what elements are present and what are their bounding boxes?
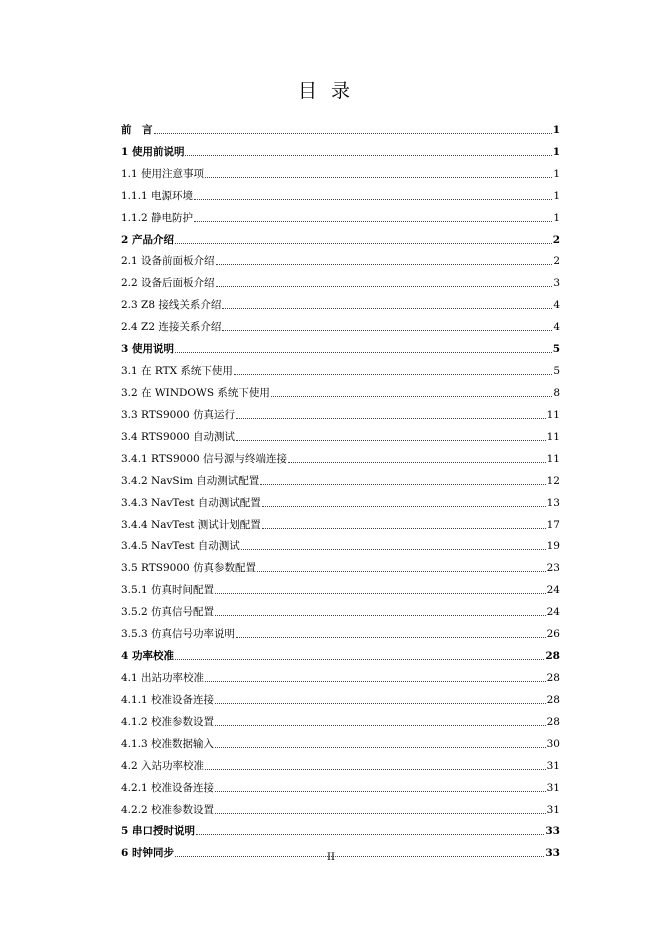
toc-entry[interactable]: [121, 574, 560, 596]
toc-entry[interactable]: [121, 158, 560, 180]
toc-entry-page: 11: [546, 430, 560, 443]
toc-entry[interactable]: [121, 750, 560, 772]
toc-entry-label: 3.4.4 NavTest 测试计划配置: [121, 518, 261, 531]
toc-entry[interactable]: [121, 728, 560, 750]
toc-leader-dots: [215, 790, 546, 792]
toc-entry-page: 5: [552, 343, 560, 356]
toc-entry-label: 1.1.1 电源环境: [121, 189, 194, 202]
toc-entry[interactable]: [121, 246, 560, 268]
toc-entry-page: 33: [545, 847, 560, 860]
toc-entry-page: 19: [546, 540, 560, 553]
toc-entry-label: 3.2 在 WINDOWS 系统下使用: [121, 386, 270, 399]
toc-entry-page: 5: [553, 365, 560, 378]
toc-entry[interactable]: [121, 816, 560, 838]
toc-entry-label: 3 使用说明: [121, 343, 174, 356]
toc-entry-label: 4.1.3 校准数据输入: [121, 737, 215, 750]
toc-leader-dots: [175, 242, 552, 244]
toc-entry-page: 28: [546, 671, 560, 684]
toc-entry-label: 1.1.2 静电防护: [121, 211, 194, 224]
toc-entry-page: 1: [553, 167, 560, 180]
toc-entry[interactable]: [121, 311, 560, 333]
toc-entry-page: 11: [546, 408, 560, 421]
toc-entry[interactable]: [121, 136, 560, 158]
toc-entry-page: 2: [553, 255, 560, 268]
toc-entry-page: 31: [546, 781, 560, 794]
toc-entry-page: 26: [546, 628, 560, 641]
toc-entry[interactable]: [121, 465, 560, 487]
toc-entry-page: 28: [546, 693, 560, 706]
toc-entry-page: 1: [553, 211, 560, 224]
toc-entry-page: 31: [546, 759, 560, 772]
toc-entry-page: 28: [546, 715, 560, 728]
toc-entry[interactable]: [121, 552, 560, 574]
toc-leader-dots: [215, 614, 546, 616]
toc-entry-label: 1.1 使用注意事项: [121, 167, 205, 180]
toc-entry[interactable]: [121, 267, 560, 289]
toc-entry[interactable]: [121, 596, 560, 618]
toc-leader-dots: [216, 263, 553, 265]
toc-entry[interactable]: [121, 531, 560, 553]
toc-entry-label: 3.5.1 仿真时间配置: [121, 584, 215, 597]
toc-entry-page: 8: [553, 386, 560, 399]
toc-entry-label: 6 时钟同步: [121, 847, 174, 860]
toc-entry[interactable]: [121, 333, 560, 355]
toc-entry-label: 3.4.3 NavTest 自动测试配置: [121, 496, 261, 509]
toc-leader-dots: [271, 395, 552, 397]
toc-entry-label: 5 串口授时说明: [121, 825, 195, 838]
toc-entry-label: 4.2 入站功率校准: [121, 759, 205, 772]
toc-entry-page: 24: [546, 606, 560, 619]
toc-entry-label: 3.4 RTS9000 自动测试: [121, 430, 236, 443]
toc-entry[interactable]: [121, 794, 560, 816]
toc-entry-label: 2.1 设备前面板介绍: [121, 255, 215, 268]
toc-entry-label: 4.1 出站功率校准: [121, 671, 205, 684]
toc-entry-page: 2: [552, 233, 560, 246]
toc-entry-label: 1 使用前说明: [121, 145, 185, 158]
toc-entry-label: 2.3 Z8 接线关系介绍: [121, 299, 222, 312]
toc-entry-label: 3.5.2 仿真信号配置: [121, 606, 215, 619]
toc-entry-label: 3.5 RTS9000 仿真参数配置: [121, 562, 257, 575]
toc-leader-dots: [215, 702, 546, 704]
toc-entry[interactable]: [121, 202, 560, 224]
toc-entry-label: 3.4.5 NavTest 自动测试: [121, 540, 240, 553]
toc-entry-page: 4: [553, 299, 560, 312]
toc-leader-dots: [222, 307, 552, 309]
toc-entry-label: 3.4.1 RTS9000 信号源与终端连接: [121, 452, 288, 465]
toc-leader-dots: [236, 439, 546, 441]
toc-entry-label: 4 功率校准: [121, 650, 174, 663]
toc-entry-label: 3.4.2 NavSim 自动测试配置: [121, 474, 260, 487]
toc-leader-dots: [196, 833, 544, 835]
toc-entry-label: 4.2.2 校准参数设置: [121, 803, 215, 816]
toc-entry-label: 3.3 RTS9000 仿真运行: [121, 408, 236, 421]
toc-leader-dots: [205, 680, 546, 682]
toc-entry[interactable]: [121, 289, 560, 311]
toc-leader-dots: [175, 658, 544, 660]
toc-leader-dots: [185, 154, 551, 156]
toc-leader-dots: [260, 483, 545, 485]
toc-entry-page: 28: [545, 650, 560, 663]
toc-entry[interactable]: [121, 443, 560, 465]
toc-leader-dots: [257, 570, 546, 572]
toc-entry-label: 2.2 设备后面板介绍: [121, 277, 215, 290]
toc-entry[interactable]: [121, 355, 560, 377]
toc-leader-dots: [236, 417, 546, 419]
toc-leader-dots: [215, 592, 546, 594]
toc-leader-dots: [288, 461, 546, 463]
page-number: II: [327, 852, 335, 863]
toc-entry[interactable]: [121, 772, 560, 794]
toc-entry[interactable]: [121, 487, 560, 509]
toc-entry-page: 33: [545, 825, 560, 838]
toc-entry-page: 13: [546, 496, 560, 509]
toc-leader-dots: [194, 198, 552, 200]
toc-entry-page: 31: [546, 803, 560, 816]
toc-entry[interactable]: [121, 180, 560, 202]
toc-leader-dots: [216, 285, 553, 287]
toc-entry-label: 3.1 在 RTX 系统下使用: [121, 365, 233, 378]
toc-leader-dots: [262, 505, 546, 507]
toc-entry-label: 4.1.1 校准设备连接: [121, 693, 215, 706]
toc-leader-dots: [205, 768, 546, 770]
page-title: 目录: [297, 80, 364, 102]
table-of-contents: [121, 114, 560, 859]
toc-entry-page: 17: [546, 518, 560, 531]
toc-entry-page: 24: [546, 584, 560, 597]
toc-entry-page: 11: [546, 452, 560, 465]
toc-entry[interactable]: [121, 224, 560, 246]
toc-entry-label: 2 产品介绍: [121, 233, 174, 246]
toc-entry[interactable]: [121, 684, 560, 706]
toc-leader-dots: [234, 373, 552, 375]
toc-leader-dots: [262, 527, 546, 529]
toc-entry[interactable]: [121, 421, 560, 443]
toc-entry-page: 12: [546, 474, 560, 487]
toc-entry-label: 4.2.1 校准设备连接: [121, 781, 215, 794]
toc-entry-label: 2.4 Z2 连接关系介绍: [121, 321, 222, 334]
toc-entry[interactable]: [121, 377, 560, 399]
toc-entry-page: 1: [552, 123, 560, 136]
toc-entry[interactable]: [121, 640, 560, 662]
toc-entry[interactable]: [121, 114, 560, 136]
toc-leader-dots: [205, 176, 552, 178]
toc-entry[interactable]: [121, 399, 560, 421]
toc-leader-dots: [175, 351, 552, 353]
toc-entry[interactable]: [121, 706, 560, 728]
toc-leader-dots: [215, 746, 546, 748]
toc-entry-label: 前 言: [121, 123, 153, 136]
toc-leader-dots: [215, 724, 546, 726]
toc-entry-page: 30: [546, 737, 560, 750]
toc-entry[interactable]: [121, 509, 560, 531]
toc-entry-page: 4: [553, 321, 560, 334]
toc-leader-dots: [194, 220, 552, 222]
toc-entry-page: 1: [552, 145, 560, 158]
toc-entry-label: 3.5.3 仿真信号功率说明: [121, 628, 236, 641]
toc-leader-dots: [222, 329, 552, 331]
toc-entry-page: 3: [553, 277, 560, 290]
toc-leader-dots: [241, 548, 546, 550]
toc-entry[interactable]: [121, 618, 560, 640]
toc-leader-dots: [215, 812, 546, 814]
toc-entry-page: 23: [546, 562, 560, 575]
toc-entry-label: 4.1.2 校准参数设置: [121, 715, 215, 728]
toc-leader-dots: [236, 636, 546, 638]
toc-leader-dots: [154, 132, 552, 134]
toc-entry-page: 1: [553, 189, 560, 202]
toc-entry[interactable]: [121, 662, 560, 684]
